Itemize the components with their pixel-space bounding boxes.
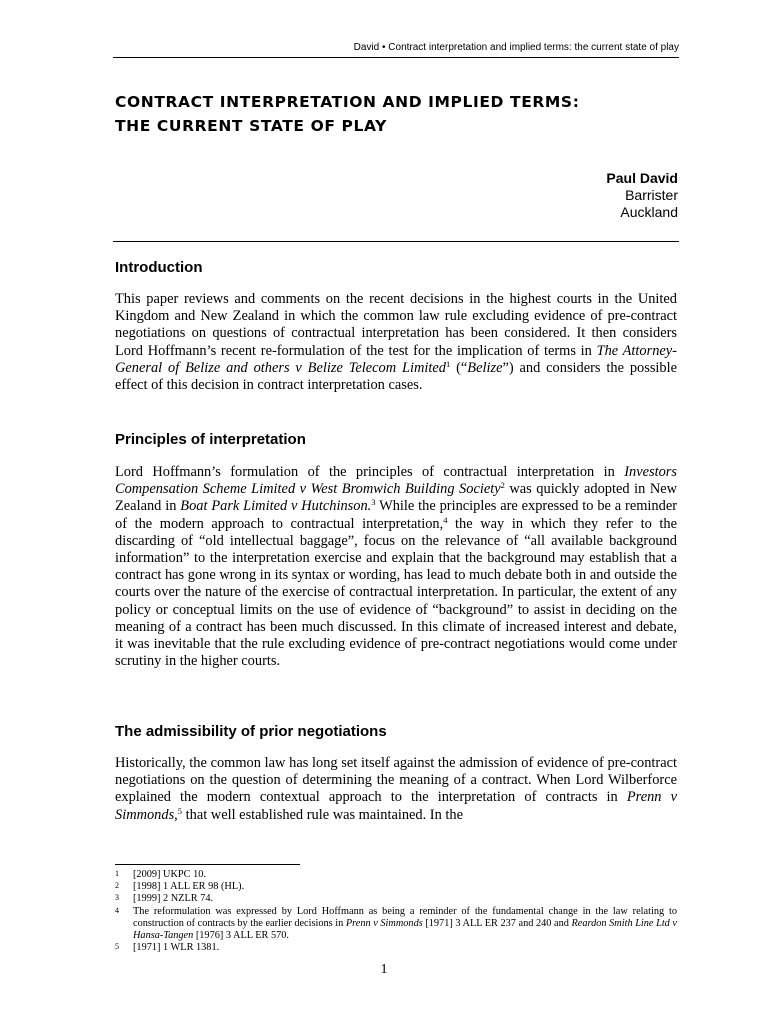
footnote-ref: 5 (177, 805, 183, 816)
case-citation: Investors Compensation Scheme Limited v West Bromwich Building Society (115, 464, 677, 498)
heading-admissibility: The admissibility of prior negotiations (115, 723, 387, 740)
footnote-text: [1971] 1 WLR 1381. (133, 942, 220, 954)
title-line-2: THE CURRENT STATE OF PLAY (115, 117, 387, 135)
author-location: Auckland (620, 204, 678, 220)
footnote-number: 3 (115, 893, 119, 903)
footnote-ref: 3 (371, 497, 376, 508)
footnote-text: The reformulation was expressed by Lord Hoffmann as being a reminder of the fundamental change in the law relating to construction of contracts by the earlier decisions in Prenn v Simmonds [1971] 3 ALL ER 237 and 240 and Reardon Smith Line Ltd v Hansa-Tangen [1976] 3 ALL ER 570. (133, 905, 677, 942)
author-block (440, 170, 678, 221)
footnote-item (115, 881, 677, 893)
footnote-text: [1998] 1 ALL ER 98 (HL). (133, 881, 245, 893)
case-citation: Reardon Smith Line Ltd v Hansa-Tangen (133, 917, 677, 942)
footnote-ref: 2 (500, 480, 505, 491)
running-header: David • Contract interpretation and implied terms: the current state of play (353, 42, 679, 53)
footnote-number: 2 (115, 881, 119, 891)
heading-introduction: Introduction (115, 259, 203, 276)
case-citation: The Attorney-General of Belize and others v Belize Telecom Limited (115, 342, 677, 376)
footnote-number: 5 (115, 942, 119, 952)
footnote-item (115, 893, 677, 905)
footnote-ref: 1 (445, 358, 451, 369)
footnotes (115, 869, 677, 954)
footnote-item (115, 906, 677, 943)
case-citation: Boat Park Limited v Hutchinson. (180, 498, 372, 515)
case-citation: Prenn v Simmonds (115, 789, 677, 823)
footnote-number: 1 (115, 869, 119, 878)
footnote-item (115, 869, 677, 881)
heading-principles: Principles of interpretation (115, 431, 306, 448)
footnote-item (115, 942, 677, 954)
page-title (115, 90, 675, 138)
footnote-divider (115, 864, 300, 865)
author-divider (113, 241, 679, 242)
author-role: Barrister (625, 187, 678, 203)
footnote-ref: 4 (443, 514, 448, 525)
paragraph-principles: Lord Hoffmann’s formulation of the principles of contractual interpretation in Investors Compensation Scheme Limited v West Bromwich Building Society$^2$ was quickly adopted in New Zealand in Boat Park Limited v Hutchinson.$^3$ While the principles are expressed to be a reminder of the modern approach to contractual interpretation,$^4$ the way in which they refer to the discarding of “old intellectual baggage”, focus on the relevance of “all available background information” to the interpretation exercise and explain that the background may establish that a contract has gone wrong in its syntax or wording, has lead to much debate both in and outside the courts over the nature of the exercise of contractual interpretation. In particular, the extent of any policy or conceptual limits on the use of evidence of “background” to assist in deciding on the meaning of a contract has been much discussed. In this climate of increased interest and debate, it was inevitable that the rule excluding evidence of pre-contract negotiations would come under scrutiny in the higher courts. (115, 464, 678, 670)
footnote-text: [2009] UKPC 10. (133, 869, 206, 880)
footnote-text: [1999] 2 NZLR 74. (133, 893, 214, 905)
paragraph-admissibility: Historically, the common law has long set itself against the admission of evidence of pre-contract negotiations on the question of determining the meaning of a contract. When Lord Wilberforce explained the modern contextual approach to the interpretation of contracts in Prenn v Simmonds,$^5$ that well established rule was maintained. In the (115, 755, 677, 823)
header-divider (113, 57, 679, 58)
paragraph-introduction: This paper reviews and comments on the recent decisions in the highest courts in the United Kingdom and New Zealand in which the common law rule excluding evidence of pre-contract negotiations on questions of contractual interpretation has been considered. It then considers Lord Hoffmann’s recent re-formulation of the test for the implication of terms in The Attorney-General of Belize and others v Belize Telecom Limited$^1$ (“Belize”) and considers the possible effect of this decision in contract interpretation cases. (115, 291, 678, 394)
author-name: Paul David (606, 170, 678, 186)
case-short-name: Belize (467, 359, 503, 376)
footnote-number: 4 (115, 905, 119, 915)
title-line-1: CONTRACT INTERPRETATION AND IMPLIED TERMS: (115, 93, 580, 111)
case-citation: Prenn v Simmonds (345, 917, 423, 929)
page-number: 1 (380, 962, 388, 977)
